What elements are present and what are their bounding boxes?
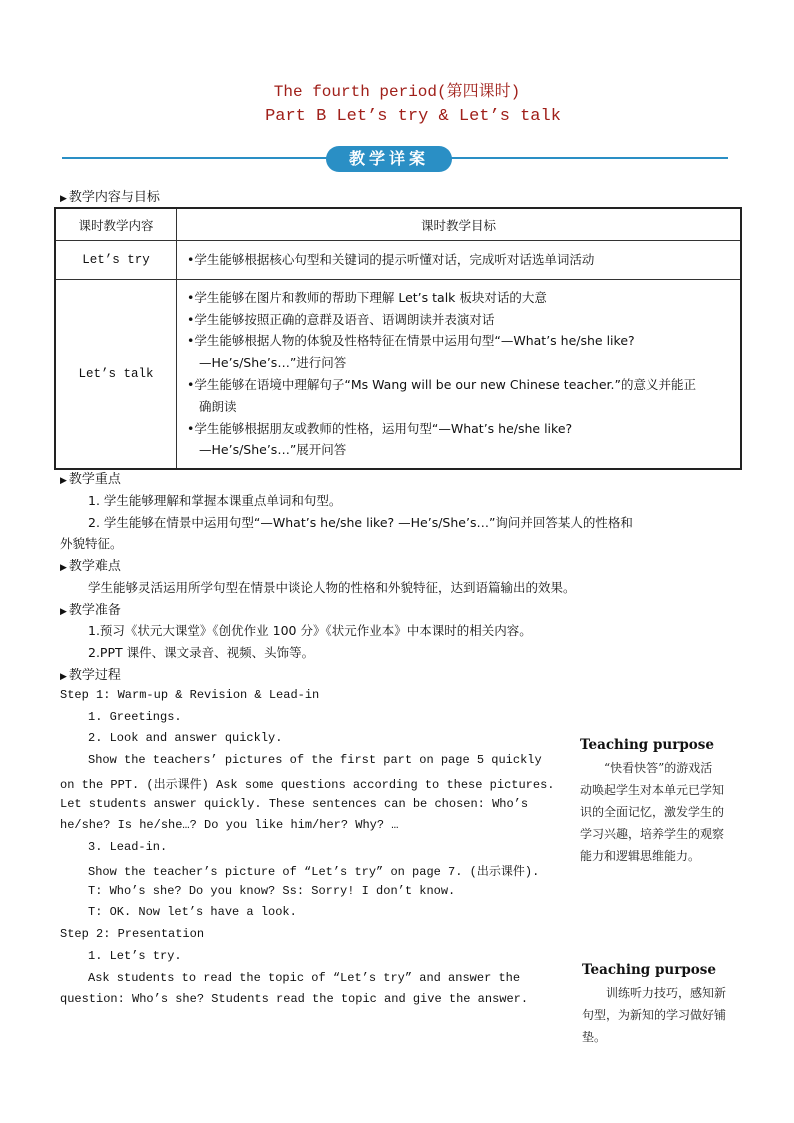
title-line-2: Part B Let’s try & Let’s talk xyxy=(265,107,561,126)
process-line: 1. Greetings. xyxy=(88,710,182,724)
goal-line: •学生能够在图片和教师的帮助下理解 Let’s talk 板块对话的大意 xyxy=(187,289,547,305)
table-cell-goals xyxy=(177,280,742,470)
preparation-line: 1.预习《状元大课堂》《创优作业 100 分》《状元作业本》中本课时的相关内容。 xyxy=(88,623,532,638)
table-cell-goals xyxy=(177,241,742,280)
process-line: T: Who’s she? Do you know? Ss: Sorry! I don’t know. xyxy=(88,884,456,898)
table-header-goals: 课时教学目标 xyxy=(177,208,742,241)
process-line: Show the teachers’ pictures of the first part on page 5 quickly xyxy=(88,753,542,767)
goal-line: •学生能够根据朋友或教师的性格，运用句型“—What’s he/she like? xyxy=(187,420,573,436)
section-heading-content-goals: ▶ 教学内容与目标 xyxy=(60,190,160,205)
side-note-title: Teaching purpose xyxy=(580,737,714,753)
banner-badge: 教学详案 xyxy=(326,146,452,172)
process-line: T: OK. Now let’s have a look. xyxy=(88,905,297,919)
process-line: 3. Lead-in. xyxy=(88,840,168,854)
table-row xyxy=(55,280,741,470)
process-step-heading: Step 2: Presentation xyxy=(60,927,205,941)
banner-line-left xyxy=(62,157,328,159)
preparation-line: 2.PPT 课件、课文录音、视频、头饰等。 xyxy=(88,645,315,660)
process-line: question: Who’s she? Students read the topic and give the answer. xyxy=(60,992,529,1006)
process-line: Ask students to read the topic of “Let’s try” and answer the xyxy=(88,971,521,985)
goal-line: 确朗读 xyxy=(199,398,237,414)
side-note-line: 句型，为新知的学习做好铺 xyxy=(582,1008,727,1022)
table-cell-content: Let’s talk xyxy=(55,280,177,470)
side-note-title: Teaching purpose xyxy=(582,962,716,978)
section-heading-difficulties: ▶ 教学难点 xyxy=(60,559,121,574)
process-line: he/she? Is he/she…? Do you like him/her? Why? … xyxy=(60,818,399,832)
side-note-line: 识的全面记忆，激发学生的 xyxy=(580,805,725,819)
side-note-line: 垫。 xyxy=(582,1030,607,1044)
goal-line: •学生能够根据核心句型和关键词的提示听懂对话，完成听对话选单词活动 xyxy=(187,252,595,268)
process-line: Show the teacher’s picture of “Let’s try” on page 7. (出示课件). xyxy=(88,865,540,879)
banner-line-right xyxy=(450,157,728,159)
process-line: Let students answer quickly. These sentences can be chosen: Who’s xyxy=(60,797,529,811)
key-point-line: 1. 学生能够理解和掌握本课重点单词和句型。 xyxy=(88,493,342,508)
side-note-line: 能力和逻辑思维能力。 xyxy=(580,849,701,863)
goals-table xyxy=(54,207,742,470)
side-note-line: 训练听力技巧，感知新 xyxy=(606,986,727,1000)
section-heading-preparation: ▶ 教学准备 xyxy=(60,603,121,618)
table-row xyxy=(55,241,741,280)
side-note-line: “快看快答”的游戏活 xyxy=(604,761,713,775)
goal-line: •学生能够在语境中理解句子“Ms Wang will be our new Chinese teacher.”的意义并能正 xyxy=(187,377,696,392)
section-heading-process: ▶ 教学过程 xyxy=(60,668,121,683)
process-line: 2. Look and answer quickly. xyxy=(88,731,283,745)
section-heading-key-points: ▶ 教学重点 xyxy=(60,472,121,487)
key-point-line: 外貌特征。 xyxy=(60,536,123,551)
key-point-line: 2. 学生能够在情景中运用句型“—What’s he/she like? —He’s/She’s…”询问并回答某人的性格和 xyxy=(88,515,633,530)
side-note-line: 学习兴趣，培养学生的观察 xyxy=(580,827,725,841)
process-step-heading: Step 1: Warm-up & Revision & Lead-in xyxy=(60,688,320,702)
goal-line: —He’s/She’s…”展开问答 xyxy=(199,442,347,458)
table-header-row xyxy=(55,208,741,241)
side-note-text xyxy=(580,757,750,867)
process-line: on the PPT. (出示课件) Ask some questions according to these pictures. xyxy=(60,778,555,792)
table-header-content: 课时教学内容 xyxy=(55,208,177,241)
table-cell-content: Let’s try xyxy=(55,241,177,280)
goal-line: —He’s/She’s…”进行问答 xyxy=(199,355,347,371)
process-line: 1. Let’s try. xyxy=(88,949,182,963)
goal-line: •学生能够根据人物的体貌及性格特征在情景中运用句型“—What’s he/she like? xyxy=(187,333,635,349)
title-line-1: The fourth period(第四课时) xyxy=(273,83,521,101)
goal-line: •学生能够按照正确的意群及语音、语调朗读并表演对话 xyxy=(187,311,495,327)
difficulty-line: 学生能够灵活运用所学句型在情景中谈论人物的性格和外貌特征，达到语篇输出的效果。 xyxy=(88,580,576,595)
side-note-text xyxy=(582,982,752,1048)
side-note-line: 动唤起学生对本单元已学知 xyxy=(580,783,725,797)
